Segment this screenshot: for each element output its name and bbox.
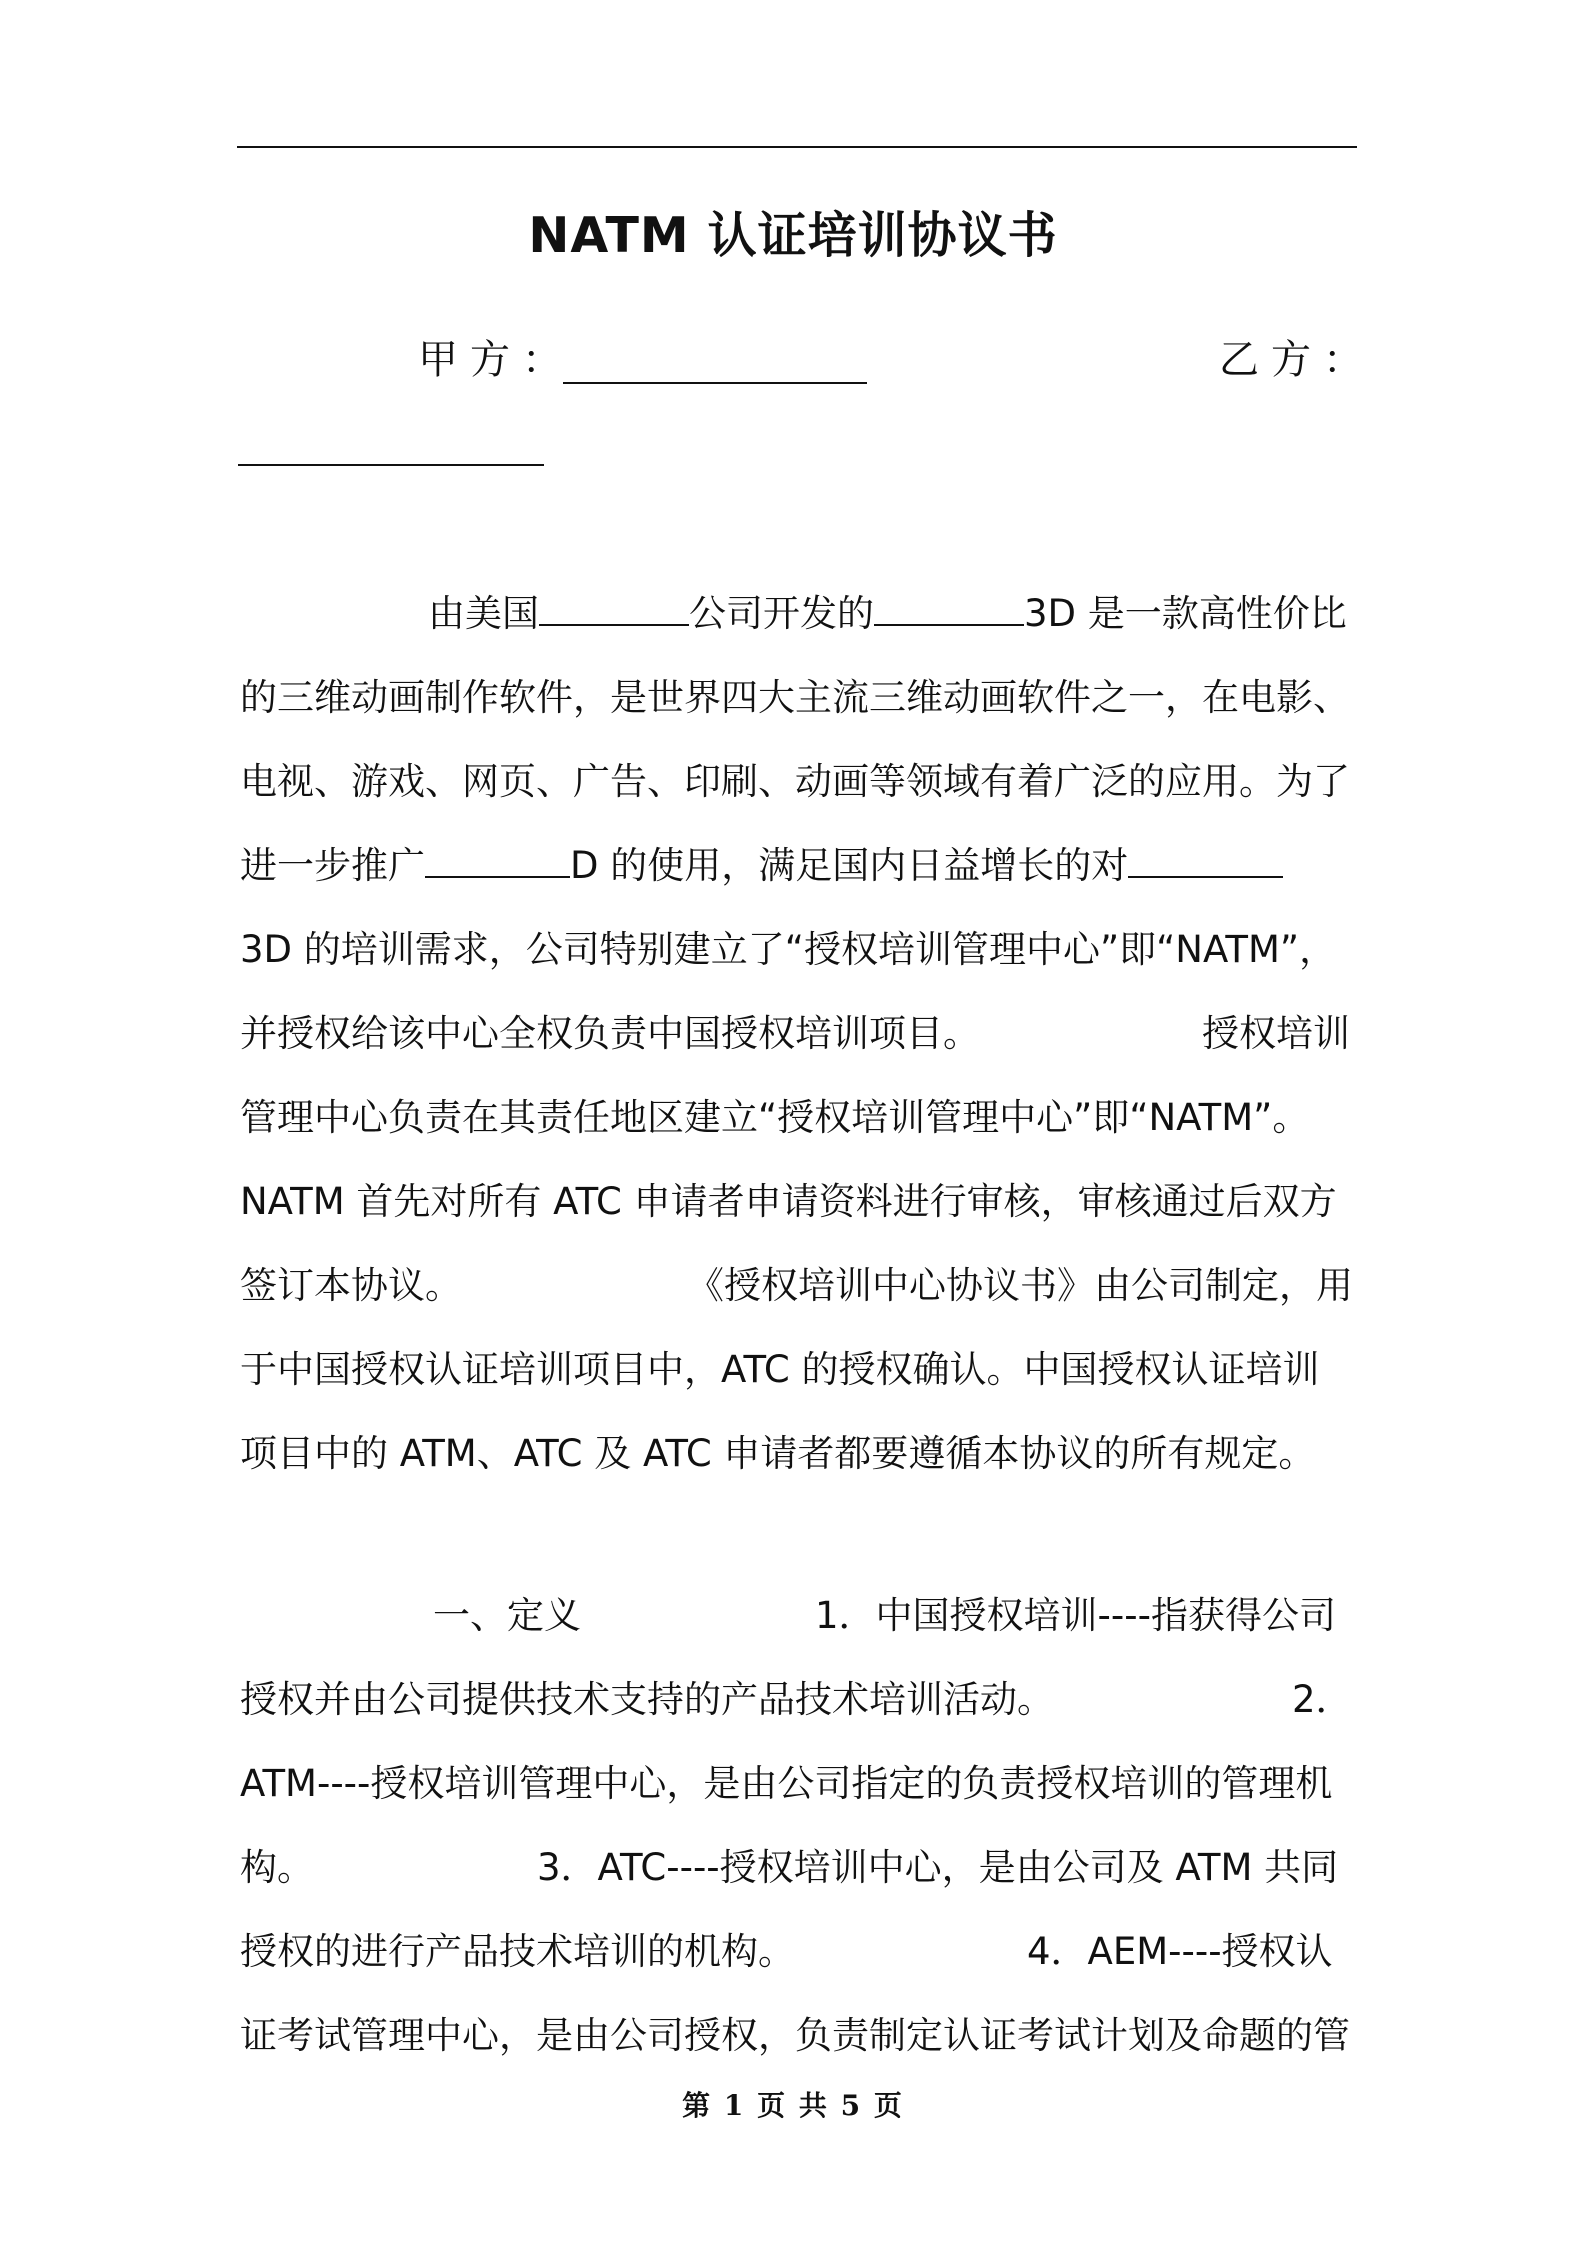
text-segment: 2． (1292, 1678, 1353, 1721)
blank-fill (1128, 836, 1283, 878)
text-line (240, 1658, 1365, 1742)
party-a-label: 甲方： (418, 337, 574, 383)
party-b-blank-line (238, 464, 544, 466)
page-footer: 第 1 页 共 5 页 (682, 2089, 904, 2122)
text-segment: 进一步推广 (240, 844, 425, 887)
text-line: 管理中心负责在其责任地区建立“授权培训管理中心”即“NATM”。 (240, 1096, 1310, 1139)
text-line (240, 992, 1365, 1076)
text-segment: 授权的进行产品技术培训的机构。 (240, 1930, 795, 1973)
party-b-label: 乙方： (1219, 337, 1375, 383)
text-line (240, 572, 1365, 656)
text-segment: 公司开发的 (689, 592, 874, 635)
text-segment: 3D 是一款高性价比 (1024, 592, 1347, 635)
document-title: NATM 认证培训协议书 (528, 207, 1058, 264)
text-line: 电视、游戏、网页、广告、印刷、动画等领域有着广泛的应用。为了 (240, 760, 1350, 803)
text-segment: 由美国 (428, 592, 539, 635)
text-segment: 4．AEM----授权认 (1027, 1930, 1333, 1973)
text-line (240, 1574, 1365, 1658)
party-a-blank-line (563, 382, 867, 384)
text-line: 于中国授权认证培训项目中，ATC 的授权确认。中国授权认证培训 (240, 1348, 1320, 1391)
paragraph-intro (240, 572, 1365, 1496)
text-line: NATM 首先对所有 ATC 申请者申请资料进行审核，审核通过后双方 (240, 1180, 1337, 1223)
text-segment: 3．ATC----授权培训中心，是由公司及 ATM 共同 (537, 1846, 1339, 1889)
text-segment: D 的使用，满足国内日益增长的对 (570, 844, 1129, 887)
header-rule (237, 146, 1357, 148)
text-segment: 构。 (240, 1846, 314, 1889)
blank-fill (874, 584, 1024, 626)
blank-fill (539, 584, 689, 626)
text-segment: 《授权培训中心协议书》由公司制定，用 (687, 1264, 1353, 1307)
text-segment: 授权培训 (1202, 1012, 1350, 1055)
section-heading: 一、定义 (433, 1594, 581, 1637)
paragraph-definitions (240, 1574, 1365, 2078)
text-segment: 1．中国授权培训----指获得公司 (815, 1594, 1336, 1637)
text-line: 项目中的 ATM、ATC 及 ATC 申请者都要遵循本协议的所有规定。 (240, 1432, 1316, 1475)
text-segment: 并授权给该中心全权负责中国授权培训项目。 (240, 1012, 980, 1055)
text-segment: 授权并由公司提供技术支持的产品技术培训活动。 (240, 1678, 1054, 1721)
parties-block (0, 330, 1586, 460)
text-line: 证考试管理中心，是由公司授权，负责制定认证考试计划及命题的管 (240, 2014, 1350, 2057)
text-line: 3D 的培训需求，公司特别建立了“授权培训管理中心”即“NATM”， (240, 928, 1337, 971)
text-line (240, 1910, 1365, 1994)
text-line (240, 1244, 1365, 1328)
blank-fill (425, 836, 570, 878)
text-segment: 签订本协议。 (240, 1264, 462, 1307)
text-line (240, 824, 1365, 908)
text-line: 的三维动画制作软件，是世界四大主流三维动画软件之一，在电影、 (240, 676, 1350, 719)
text-line (240, 1826, 1365, 1910)
text-line: ATM----授权培训管理中心，是由公司指定的负责授权培训的管理机 (240, 1762, 1333, 1805)
